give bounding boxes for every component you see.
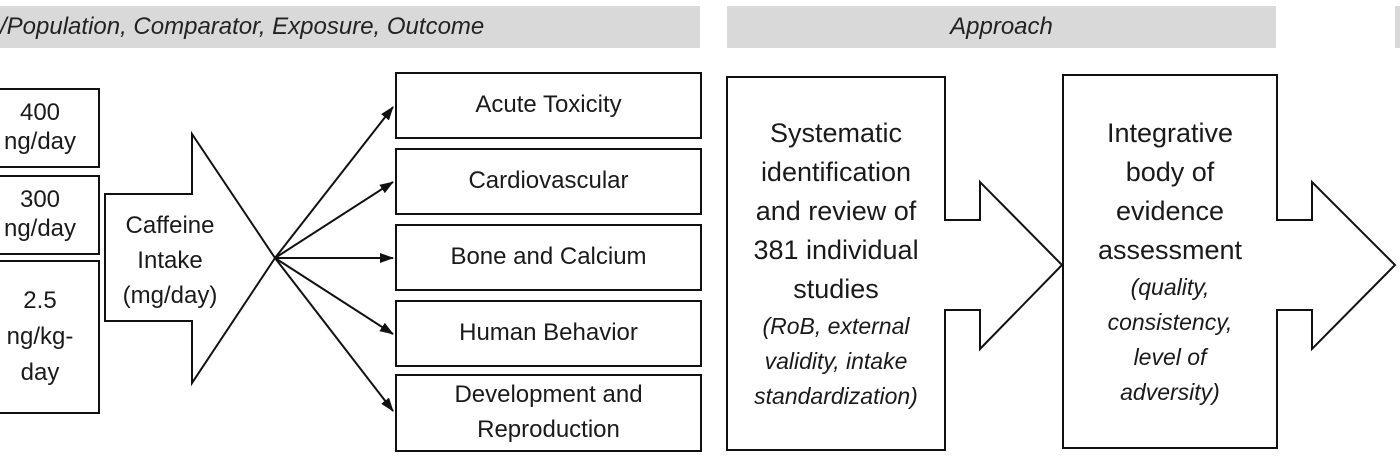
step2-italic-line: adversity) <box>1120 379 1220 405</box>
step2-italic-line: (quality, <box>1130 274 1210 300</box>
step2-italic-line: level of <box>1133 344 1207 370</box>
connector-arrow-acute <box>275 107 393 258</box>
dose-box-300 <box>0 175 100 255</box>
dose-value: 300 <box>19 186 61 214</box>
dose-box-2-5 <box>0 260 100 414</box>
dose-unit: ng/day <box>3 128 77 155</box>
outcome-box-cardiovascular <box>395 148 702 215</box>
dose-unit: ng/day <box>3 215 77 242</box>
connector-arrow-development <box>275 258 393 411</box>
step1-line: studies <box>793 274 879 304</box>
step2-line: Integrative <box>1106 118 1234 148</box>
outcome-label: Bone and Calcium <box>450 243 647 271</box>
outcome-label: Acute Toxicity <box>475 91 622 119</box>
exposure-line: Caffeine <box>125 212 215 239</box>
approach-step2-text <box>1065 114 1275 410</box>
outcome-box-bone-calcium <box>395 224 702 291</box>
outcome-label: Cardiovascular <box>468 167 629 195</box>
exposure-line: (mg/day) <box>122 281 218 309</box>
connector-arrow-cardio <box>275 182 393 258</box>
outcome-box-development-reproduction <box>395 374 702 452</box>
dose-box-400 <box>0 88 100 168</box>
outcome-label: Human Behavior <box>459 319 638 347</box>
step2-line: assessment <box>1097 235 1243 265</box>
dose-value: 2.5 <box>23 287 57 314</box>
step1-line: 381 individual <box>753 235 919 265</box>
step2-line: body of <box>1125 157 1215 187</box>
dose-value: 400 <box>19 99 61 127</box>
step1-line: identification <box>760 157 912 187</box>
peco-header-label: /Population, Comparator, Exposure, Outcome <box>0 13 485 40</box>
step1-italic-line: (RoB, external <box>762 313 910 339</box>
step1-italic-line: standardization) <box>754 383 918 409</box>
outcome-box-human-behavior <box>395 300 702 367</box>
step1-line: and review of <box>755 196 917 226</box>
outcome-label: Development and <box>454 381 643 409</box>
step1-line: Systematic <box>769 118 903 148</box>
step2-line: evidence <box>1115 196 1225 226</box>
step1-italic-line: validity, intake <box>764 348 908 374</box>
connector-arrow-behavior <box>275 258 393 334</box>
dose-unit-cont: day <box>20 359 60 386</box>
outcome-label: Reproduction <box>477 416 620 443</box>
approach-step1-text <box>729 114 943 414</box>
dose-unit: ng/kg- <box>6 323 74 350</box>
exposure-line: Intake <box>137 246 203 274</box>
step2-italic-line: consistency, <box>1107 309 1233 335</box>
approach-header-label: Approach <box>950 13 1053 40</box>
outcome-box-acute-toxicity <box>395 72 702 139</box>
exposure-label <box>108 209 232 313</box>
